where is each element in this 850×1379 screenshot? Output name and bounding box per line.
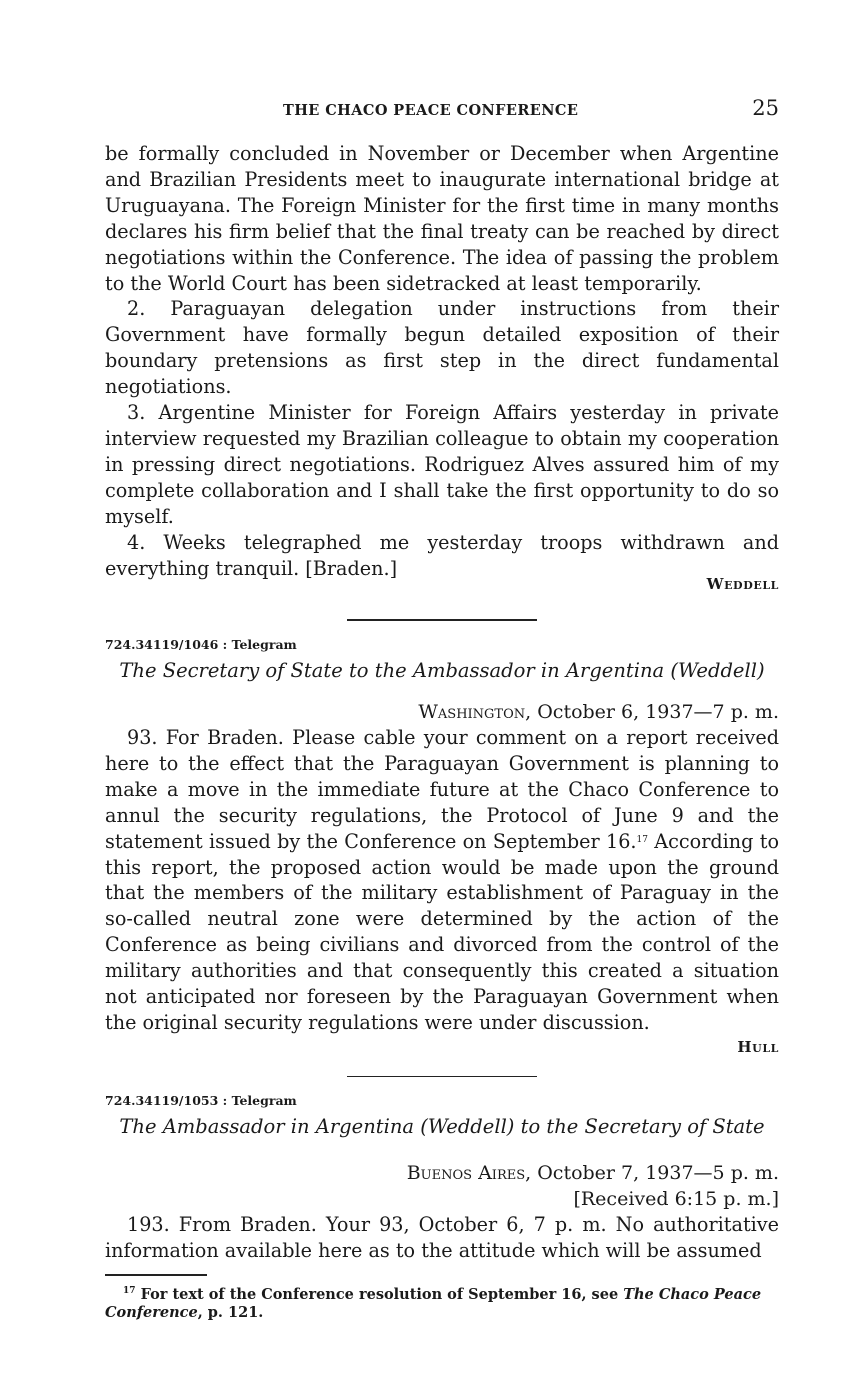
document-title: The Ambassador in Argentina (Weddell) to the Secretary of State <box>119 1115 765 1139</box>
paragraph-3: 3. Argentine Minister for Foreign Affairs yesterday in private interview requested my Brazilian colleague to obtain my cooperation in pressing direct negotiations. Rodriguez Alves assured him of my complete collaboration and I shall take the first opportunity to do so myself. <box>105 401 779 528</box>
footnote-marker: 17 <box>123 1285 136 1296</box>
paragraph-4: 4. Weeks telegraphed me yesterday troops withdrawn and everything tranquil. [Braden.] <box>105 530 779 580</box>
paragraph-body: 193. From Braden. Your 93, October 6, 7 p. m. No authoritative information available here as to the attitude which will be assumed <box>105 1213 779 1263</box>
running-head: THE CHACO PEACE CONFERENCE <box>283 102 579 119</box>
footnote <box>105 1286 779 1322</box>
footnote-reference: 17 <box>636 834 648 845</box>
page-header <box>105 92 779 128</box>
signature-hull: Hull <box>737 1037 779 1056</box>
footnote-divider <box>105 1274 207 1276</box>
section-telegram-continuation <box>105 141 779 581</box>
dateline-date: , October 6, 1937—7 p. m. <box>525 701 779 723</box>
signature-weddell: Weddell <box>706 575 779 594</box>
dateline-date: , October 7, 1937—5 p. m. <box>525 1162 779 1185</box>
paragraph-2: 2. Paraguayan delegation under instructions from their Government have formally begun detailed exposition of their boundary pretensions as first step in the direct fundamental negotiations. <box>105 297 779 399</box>
section-telegram-193 <box>105 1212 779 1264</box>
body-after-note: According to this report, the proposed action would be made upon the ground that the members of the military establishment of Paraguay in the so-called neutral zone were determined by the action of the Conference as being civilians and divorced from the control of the military authorities and that consequently this created a situation not anticipated nor foreseen by the Paraguayan Government when the original security regulations were under discussion. <box>105 829 779 1034</box>
section-divider <box>347 619 537 621</box>
file-reference: 724.34119/1046 : Telegram <box>105 637 297 652</box>
body-before-note: 93. For Braden. Please cable your comment on a report received here to the effect that the Paraguayan Government is planning to make a move in the immediate future at the Chaco Conference to annul the security regulations, the Protocol of June 9 and the statement issued by the Conference on September 16. <box>105 726 779 853</box>
footnote-source-title: The Chaco Peace Conference <box>105 1285 762 1321</box>
document-page <box>105 92 779 1332</box>
footnote-page: , p. 121. <box>197 1303 264 1321</box>
dateline-place: Buenos Aires <box>406 1162 526 1185</box>
file-reference: 724.34119/1053 : Telegram <box>105 1093 297 1109</box>
section-telegram-93 <box>105 725 779 1036</box>
dateline <box>105 1160 779 1186</box>
received-line: [Received 6:15 p. m.] <box>573 1188 779 1211</box>
dateline <box>105 699 779 725</box>
section-divider <box>347 1076 537 1078</box>
footnote-text: For text of the Conference resolution of September 16, see <box>135 1285 624 1303</box>
document-title: The Secretary of State to the Ambassador in Argentina (Weddell) <box>119 659 765 682</box>
dateline-place: Washington <box>418 701 526 723</box>
paragraph-body <box>105 725 779 1036</box>
page-number: 25 <box>752 96 779 120</box>
paragraph-continuation: be formally concluded in November or December when Argentine and Brazilian Presidents meet to inaugurate international bridge at Uruguayana. The Foreign Minister for the first time in many months declares his firm belief that the final treaty can be reached by direct negotiations within the Conference. The idea of passing the problem to the World Court has been sidetracked at least temporarily. <box>105 142 779 295</box>
